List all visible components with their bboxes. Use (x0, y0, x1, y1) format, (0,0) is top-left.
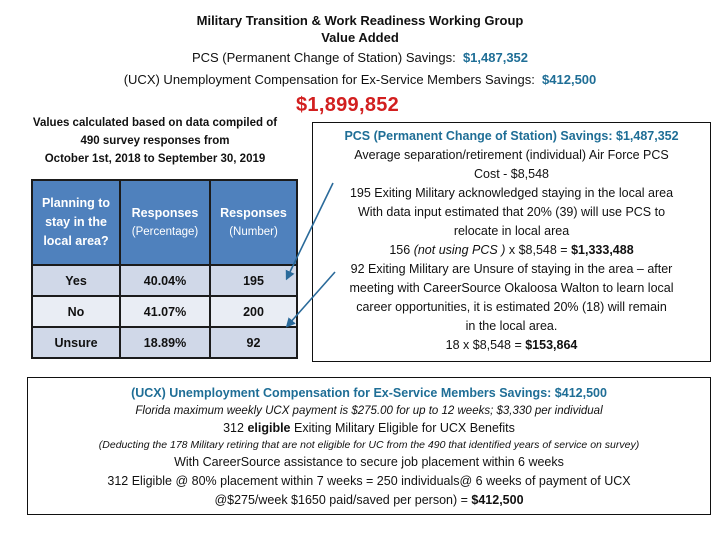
pcs-line: meeting with CareerSource Okaloosa Walton to learn local (349, 281, 674, 295)
ucx-line: 312 Eligible @ 80% placement within 7 weeks = 250 individuals@ 6 weeks of payment of UCX (107, 474, 631, 488)
pcs-calc-1: 156 (not using PCS ) x $8,548 = $1,333,488 (389, 243, 634, 257)
pcs-line: 92 Exiting Military are Unsure of staying in the area – after (350, 262, 673, 276)
pcs-calc-2: 18 x $8,548 = $153,864 (445, 338, 578, 352)
answer-cell: Yes (32, 265, 120, 296)
note-line-1: Values calculated based on data compiled of (32, 117, 278, 129)
percentage-cell: 41.07% (120, 296, 210, 327)
pcs-line: career opportunities, it is estimated 20% (18) will remain (356, 300, 667, 314)
answer-cell: Unsure (32, 327, 120, 358)
ucx-box-title: (UCX) Unemployment Compensation for Ex-Service Members Savings: $412,500 (131, 386, 607, 400)
answer-cell: No (32, 296, 120, 327)
title-line-1: Military Transition & Work Readiness Working Group (196, 13, 524, 28)
ucx-line: Florida maximum weekly UCX payment is $275.00 for up to 12 weeks; $3,330 per individual (135, 405, 603, 417)
number-cell: 195 (210, 265, 297, 296)
pcs-line: 195 Exiting Military acknowledged staying in the local area (349, 186, 674, 200)
pcs-summary-label: PCS (Permanent Change of Station) Savings: (191, 50, 456, 65)
note-line-2: 490 survey responses from (80, 135, 230, 147)
pcs-line: Cost - $8,548 (473, 167, 550, 181)
ucx-summary-label: (UCX) Unemployment Compensation for Ex-Service Members Savings: (123, 72, 535, 87)
percentage-cell: 18.89% (120, 327, 210, 358)
header-percentage: Responses (Percentage) (120, 180, 210, 265)
number-cell: 200 (210, 296, 297, 327)
percentage-cell: 40.04% (120, 265, 210, 296)
ucx-line: (Deducting the 178 Military retiring that are not eligible for UC from the 490 that identified years of service on survey) (98, 439, 640, 451)
arrow-yes-to-pcs (288, 183, 333, 276)
pcs-line: in the local area. (465, 319, 558, 333)
header-number: Responses (Number) (210, 180, 297, 265)
header-planning: Planning to stay in the local area? (32, 180, 120, 265)
note-line-3: October 1st, 2018 to September 30, 2019 (44, 153, 266, 165)
ucx-final-line: @$275/week $1650 paid/saved per person) = $412,500 (214, 493, 524, 507)
pcs-box-title: PCS (Permanent Change of Station) Savings: $1,487,352 (344, 129, 679, 143)
ucx-summary-value: $412,500 (542, 72, 597, 87)
pcs-line: Average separation/retirement (individual) Air Force PCS (354, 148, 669, 162)
pcs-summary-value: $1,487,352 (462, 50, 529, 65)
arrow-unsure-to-pcs (289, 272, 335, 324)
pcs-line: With data input estimated that 20% (39) will use PCS to (357, 205, 666, 219)
ucx-eligible-line: 312 eligible Exiting Military Eligible for UCX Benefits (223, 421, 515, 435)
pcs-line: relocate in local area (453, 224, 570, 238)
number-cell: 92 (210, 327, 297, 358)
title-line-2: Value Added (321, 30, 399, 45)
grand-total: $1,899,852 (296, 94, 400, 116)
ucx-line: With CareerSource assistance to secure job placement within 6 weeks (174, 455, 564, 469)
